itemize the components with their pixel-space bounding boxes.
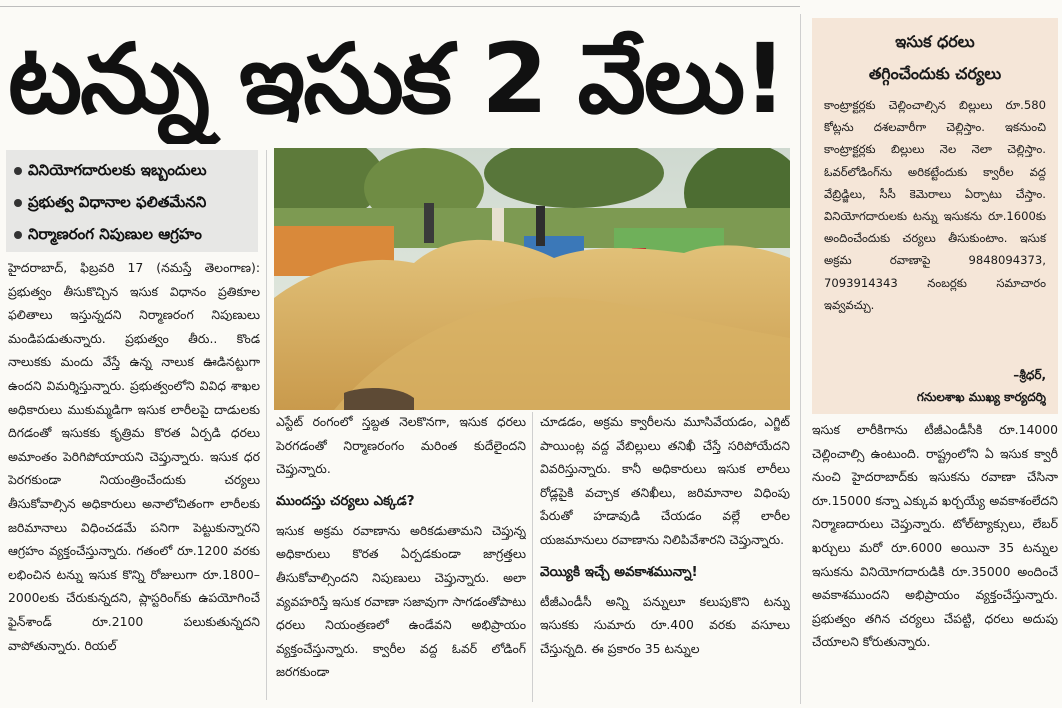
column-text: హైదరాబాద్, ఫిబ్రవరి 17 (నమస్తే తెలంగాణ): ప్రభుత్వం తీసుకొచ్చిన ఇసుక విధానం ప్రతికూల ఫలితాలు ఇస్తున్నదని నిర్మాణరంగ నిపుణులు మండిపడుతున్నారు. ప్రభుత్వం తీరు.. కొండ నాలుకకు మందు వేస్తే ఉన్న నాలుక ఊడినట్టుగా ఉందని విమర్శిస్తున్నారు. ప్రభుత్వంలోని వివిధ శాఖల అధికారులు ముకుమ్మడిగా ఇసుక లారీలపై దాడులకు దిగడంతో ఇసుకకు కృత్రిమ కొరత ఏర్పడి ధరలు అమాంతం పెరిగిపోయాయని చెప్తున్నారు. ఇసుక ధర పెరగకుండా నియంత్రించేందుకు చర్యలు తీసుకోవాల్సిన అధికారులు అనాలోచితంగా లారీలకు జరిమానాలు విధించడమే పనిగా పెట్టుకున్నారని ఆగ్రహం వ్యక్తంచేస్తున్నారు. గతంలో రూ.1200 వరకు లభించిన టన్ను ఇసుక కొన్ని రోజులుగా రూ.1800–2000లకు చేరుకున్నదని, ప్లాస్టరింగ్‌కు ఉపయోగించే ఫైన్‌శాండ్ రూ.2100 పలుకుతున్నదని వాపోతున్నారు. రియల్ (8, 260, 260, 653)
article-column-4 (812, 418, 1058, 702)
kicker-box (6, 150, 258, 252)
column-divider (800, 14, 801, 704)
column-divider (266, 150, 267, 700)
top-rule (0, 6, 800, 7)
sand-heap-photo (274, 148, 790, 410)
sidebar-text: కాంట్రాక్టర్లకు చెల్లించాల్సిన బిల్లులు రూ.580 కోట్లను దశలవారీగా చెల్లిస్తాం. ఇకనుంచి కాంట్రాక్టర్లకు బిల్లులు నెల నెలా చెల్లిస్తాం. ఓవర్‌లోడింగ్‌ను అరికట్టేందుకు క్వారీల వద్ద వేబ్రిడ్జిలు, సీసీ కెమెరాలు ఏర్పాటు చేస్తాం. వినియోగదారులకు టన్ను ఇసుకను రూ.1600కు అందించేందుకు చర్యలు తీసుకుంటాం. ఇసుక అక్రమ రవాణాపై 9848094373, 7093914343 నంబర్లకు సమాచారం ఇవ్వవచ్చు. (824, 98, 1046, 312)
article-column-2 (276, 410, 526, 702)
column-text: టీజీఎండీసీ అన్ని పన్నులూ కలుపుకొని టన్ను ఇసుకకు సుమారు రూ.400 వరకు వసూలు చేస్తున్నది. ఈ ప్రకారం 35 టన్నుల (540, 593, 790, 656)
kicker-item: ప్రభుత్వ విధానాల ఫలితమేనని (14, 186, 250, 218)
bullet-icon (14, 167, 22, 175)
signature-title: గనులశాఖ ముఖ్య కార్యదర్శి (916, 390, 1046, 404)
sidebar-box (812, 18, 1058, 414)
kicker-item: వినియోగదారులకు ఇబ్బందులు (14, 154, 250, 186)
column-divider (532, 412, 533, 702)
column-text: చూడడం, అక్రమ క్వారీలను మూసివేయడం, ఎగ్జిట్ పాయింట్ల వద్ద వేబిల్లులు తనిఖీ చేస్తే సరిపోయేదని వివరిస్తున్నారు. కానీ అధికారులు ఇసుక లారీలు రోడ్లపైకి వచ్చాక తనిఖీలు, జరిమానాల విధింపు పేరుతో హడావుడి చేయడం వల్లే లారీల యజమానులు రవాణాను నిలిపివేశారని చెప్తున్నారు. (540, 414, 790, 547)
headline: టన్ను ఇసుక 2 వేలు! (8, 23, 785, 135)
article-column-3 (540, 410, 790, 702)
section-subhead: వెయ్యికి ఇచ్చే అవకాశమున్నా! (540, 563, 698, 580)
bullet-icon (14, 231, 22, 239)
signature-name: –శ్రీధర్, (1013, 368, 1046, 382)
section-subhead: ముందస్తు చర్యలు ఎక్కడ? (276, 492, 415, 509)
bullet-icon (14, 199, 22, 207)
article-column-1 (8, 256, 260, 702)
column-text: ఇసుక అక్రమ రవాణాను అరికడుతామని చెప్తున్న అధికారులు కొరత ఏర్పడకుండా జాగ్రత్తలు తీసుకోవాల్సిందని నిపుణులు చెప్తున్నారు. అలా వ్యవహరిస్తే ఇసుక రవాణా సజావుగా సాగడంతోపాటు ధరలు నియంత్రణలో ఉండేవని అభిప్రాయం వ్యక్తంచేస్తున్నారు. క్వారీల వద్ద ఓవర్ లోడింగ్ జరగకుండా (276, 522, 526, 680)
column-text: ఎస్టేట్ రంగంలో స్తబ్దత నెలకొనగా, ఇసుక ధరలు పెరగడంతో నిర్మాణరంగం మరింత కుదేలైందని చెప్తున్నారు. (276, 414, 526, 477)
sidebar-title: ఇసుక ధరలు తగ్గించేందుకు చర్యలు (868, 32, 1002, 83)
column-text: ఇసుక లారీకిగాను టీజీఎండీసీకి రూ.14000 చెల్లించాల్సి ఉంటుంది. రాష్ట్రంలోని ఏ ఇసుక క్వారీ నుంచి హైదరాబాద్‌కు ఇసుకను రవాణా చేసినా రూ.15000 కన్నా ఎక్కువ ఖర్చయ్యే అవకాశంలేదని నిర్మాణదారులు చెప్తున్నారు. టోల్‌ట్యాక్సులు, లేబర్ ఖర్చులు మరో రూ.6000 అయినా 35 టన్నుల ఇసుకను వినియోగదారుడికి రూ.35000 అందించే అవకాశముందని అభిప్రాయం వ్యక్తంచేస్తున్నారు. ప్రభుత్వం తగిన చర్యలు చేపట్టి, ధరలు అదుపు చేయాలని కోరుతున్నారు. (812, 422, 1058, 650)
kicker-item: నిర్మాణరంగ నిపుణుల ఆగ్రహం (14, 218, 250, 250)
